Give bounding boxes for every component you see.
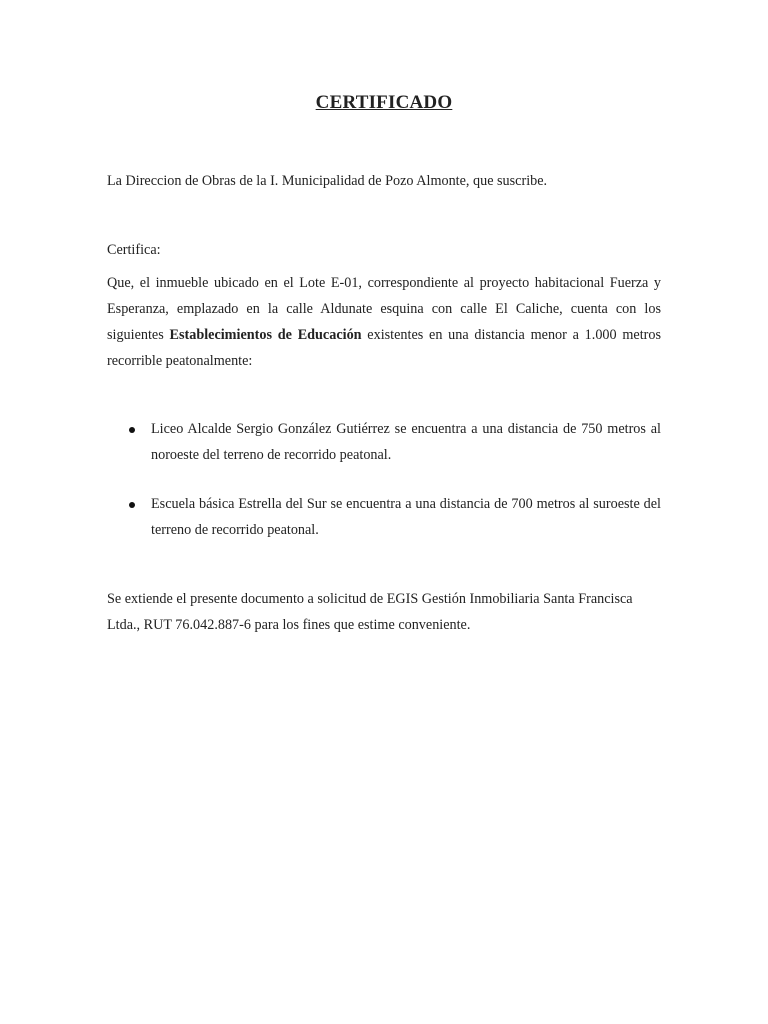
document-page <box>107 0 661 1024</box>
certifica-label: Certifica: <box>107 242 161 258</box>
closing-paragraph: Se extiende el presente documento a solicitud de EGIS Gestión Inmobiliaria Santa Francisca Ltda., RUT 76.042.887-6 para los fines que estime conveniente. <box>107 591 633 633</box>
list-item-text: Liceo Alcalde Sergio González Gutiérrez se encuentra a una distancia de 750 metros al noroeste del terreno de recorrido peatonal. <box>151 421 661 463</box>
bullet-icon <box>129 502 135 508</box>
body-text-bold: Establecimientos de Educación <box>169 327 362 343</box>
body-text-part2: existentes en una distancia menor a 1.000 metros recorrible peatonalmente: <box>107 327 661 369</box>
bullet-icon <box>129 427 135 433</box>
intro-paragraph: La Direccion de Obras de la I. Municipalidad de Pozo Almonte, que suscribe. <box>107 173 548 189</box>
list-item-text: Escuela básica Estrella del Sur se encuentra a una distancia de 700 metros al suroeste del terreno de recorrido peatonal. <box>151 496 661 538</box>
body-text-part1: Que, el inmueble ubicado en el Lote E-01, correspondiente al proyecto habitacional Fuerza y Esperanza, emplazado en la calle Aldunate esquina con calle El Caliche, cuenta con los siguientes <box>107 275 661 343</box>
body-paragraph <box>107 270 661 374</box>
document-title: CERTIFICADO <box>315 92 453 113</box>
